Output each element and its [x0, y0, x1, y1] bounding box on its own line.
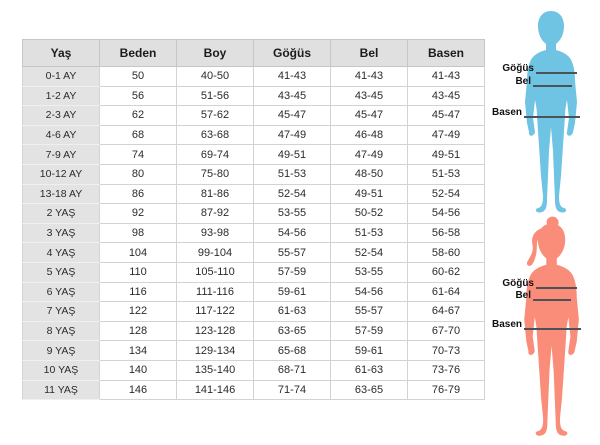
value-cell: 61-63 — [254, 302, 331, 322]
girl-hip-line — [524, 328, 581, 330]
value-cell: 49-51 — [408, 145, 485, 165]
value-cell: 63-65 — [254, 321, 331, 341]
table-row — [23, 86, 485, 106]
value-cell: 57-62 — [177, 106, 254, 126]
value-cell: 93-98 — [177, 223, 254, 243]
girl-hip-label: Basen — [491, 319, 522, 330]
value-cell: 41-43 — [254, 67, 331, 87]
table-row — [23, 321, 485, 341]
age-cell: 10 YAŞ — [23, 360, 100, 380]
col-header-hip: Basen — [408, 40, 485, 67]
value-cell: 46-48 — [331, 125, 408, 145]
girl-chest-label: Göğüs — [502, 278, 534, 289]
value-cell: 61-64 — [408, 282, 485, 302]
value-cell: 81-86 — [177, 184, 254, 204]
value-cell: 146 — [100, 380, 177, 400]
value-cell: 43-45 — [408, 86, 485, 106]
value-cell: 57-59 — [254, 262, 331, 282]
value-cell: 68 — [100, 125, 177, 145]
value-cell: 135-140 — [177, 360, 254, 380]
value-cell: 63-65 — [331, 380, 408, 400]
value-cell: 68-71 — [254, 360, 331, 380]
value-cell: 41-43 — [331, 67, 408, 87]
age-cell: 2-3 AY — [23, 106, 100, 126]
value-cell: 73-76 — [408, 360, 485, 380]
value-cell: 105-110 — [177, 262, 254, 282]
value-cell: 56 — [100, 86, 177, 106]
value-cell: 57-59 — [331, 321, 408, 341]
value-cell: 59-61 — [254, 282, 331, 302]
value-cell: 99-104 — [177, 243, 254, 263]
table-row — [23, 223, 485, 243]
age-cell: 4-6 AY — [23, 125, 100, 145]
value-cell: 86 — [100, 184, 177, 204]
value-cell: 56-58 — [408, 223, 485, 243]
value-cell: 69-74 — [177, 145, 254, 165]
age-cell: 0-1 AY — [23, 67, 100, 87]
table-row — [23, 125, 485, 145]
value-cell: 140 — [100, 360, 177, 380]
value-cell: 47-49 — [254, 125, 331, 145]
size-table-header — [23, 40, 485, 67]
value-cell: 122 — [100, 302, 177, 322]
value-cell: 54-56 — [331, 282, 408, 302]
col-header-height: Boy — [177, 40, 254, 67]
value-cell: 141-146 — [177, 380, 254, 400]
value-cell: 60-62 — [408, 262, 485, 282]
value-cell: 62 — [100, 106, 177, 126]
header-row — [23, 40, 485, 67]
value-cell: 98 — [100, 223, 177, 243]
boy-hip-measure — [488, 106, 580, 118]
table-row — [23, 341, 485, 361]
value-cell: 53-55 — [331, 262, 408, 282]
table-row — [23, 262, 485, 282]
boy-waist-line — [533, 85, 572, 87]
value-cell: 111-116 — [177, 282, 254, 302]
age-cell: 9 YAŞ — [23, 341, 100, 361]
age-cell: 13-18 AY — [23, 184, 100, 204]
value-cell: 75-80 — [177, 164, 254, 184]
value-cell: 41-43 — [408, 67, 485, 87]
value-cell: 52-54 — [254, 184, 331, 204]
value-cell: 53-55 — [254, 204, 331, 224]
table-row — [23, 282, 485, 302]
age-cell: 8 YAŞ — [23, 321, 100, 341]
table-row — [23, 67, 485, 87]
value-cell: 51-53 — [331, 223, 408, 243]
age-cell: 7 YAŞ — [23, 302, 100, 322]
age-cell: 5 YAŞ — [23, 262, 100, 282]
value-cell: 49-51 — [254, 145, 331, 165]
value-cell: 123-128 — [177, 321, 254, 341]
boy-hip-line — [524, 116, 580, 118]
value-cell: 52-54 — [331, 243, 408, 263]
value-cell: 55-57 — [331, 302, 408, 322]
value-cell: 47-49 — [408, 125, 485, 145]
value-cell: 80 — [100, 164, 177, 184]
value-cell: 70-73 — [408, 341, 485, 361]
value-cell: 54-56 — [408, 204, 485, 224]
value-cell: 87-92 — [177, 204, 254, 224]
value-cell: 76-79 — [408, 380, 485, 400]
value-cell: 47-49 — [331, 145, 408, 165]
value-cell: 55-57 — [254, 243, 331, 263]
table-row — [23, 164, 485, 184]
value-cell: 49-51 — [331, 184, 408, 204]
value-cell: 64-67 — [408, 302, 485, 322]
value-cell: 71-74 — [254, 380, 331, 400]
girl-chest-measure — [488, 277, 577, 289]
value-cell: 92 — [100, 204, 177, 224]
size-table-body — [23, 67, 485, 400]
value-cell: 45-47 — [408, 106, 485, 126]
age-cell: 1-2 AY — [23, 86, 100, 106]
age-cell: 2 YAŞ — [23, 204, 100, 224]
value-cell: 51-53 — [254, 164, 331, 184]
value-cell: 134 — [100, 341, 177, 361]
boy-chest-line — [536, 72, 577, 74]
age-cell: 4 YAŞ — [23, 243, 100, 263]
value-cell: 45-47 — [331, 106, 408, 126]
value-cell: 45-47 — [254, 106, 331, 126]
value-cell: 58-60 — [408, 243, 485, 263]
value-cell: 40-50 — [177, 67, 254, 87]
value-cell: 52-54 — [408, 184, 485, 204]
value-cell: 117-122 — [177, 302, 254, 322]
table-row — [23, 302, 485, 322]
value-cell: 116 — [100, 282, 177, 302]
value-cell: 65-68 — [254, 341, 331, 361]
table-row — [23, 145, 485, 165]
table-row — [23, 243, 485, 263]
value-cell: 50-52 — [331, 204, 408, 224]
boy-waist-measure — [488, 75, 572, 87]
value-cell: 128 — [100, 321, 177, 341]
girl-waist-measure — [488, 289, 571, 301]
value-cell: 50 — [100, 67, 177, 87]
size-table — [22, 39, 485, 400]
age-cell: 3 YAŞ — [23, 223, 100, 243]
value-cell: 43-45 — [331, 86, 408, 106]
value-cell: 104 — [100, 243, 177, 263]
value-cell: 63-68 — [177, 125, 254, 145]
girl-waist-label: Bel — [515, 290, 531, 301]
value-cell: 43-45 — [254, 86, 331, 106]
age-cell: 10-12 AY — [23, 164, 100, 184]
table-row — [23, 380, 485, 400]
value-cell: 61-63 — [331, 360, 408, 380]
age-cell: 7-9 AY — [23, 145, 100, 165]
value-cell: 129-134 — [177, 341, 254, 361]
girl-hip-measure — [488, 318, 581, 330]
value-cell: 51-56 — [177, 86, 254, 106]
col-header-waist: Bel — [331, 40, 408, 67]
value-cell: 67-70 — [408, 321, 485, 341]
table-row — [23, 360, 485, 380]
value-cell: 110 — [100, 262, 177, 282]
value-cell: 59-61 — [331, 341, 408, 361]
value-cell: 48-50 — [331, 164, 408, 184]
boy-chest-measure — [488, 62, 577, 74]
table-row — [23, 204, 485, 224]
value-cell: 54-56 — [254, 223, 331, 243]
col-header-age: Yaş — [23, 40, 100, 67]
boy-waist-label: Bel — [515, 76, 531, 87]
value-cell: 51-53 — [408, 164, 485, 184]
age-cell: 6 YAŞ — [23, 282, 100, 302]
col-header-chest: Göğüs — [254, 40, 331, 67]
table-row — [23, 106, 485, 126]
value-cell: 74 — [100, 145, 177, 165]
table-row — [23, 184, 485, 204]
girl-waist-line — [533, 299, 571, 301]
boy-chest-label: Göğüs — [502, 63, 534, 74]
col-header-size: Beden — [100, 40, 177, 67]
age-cell: 11 YAŞ — [23, 380, 100, 400]
boy-hip-label: Basen — [491, 107, 522, 118]
